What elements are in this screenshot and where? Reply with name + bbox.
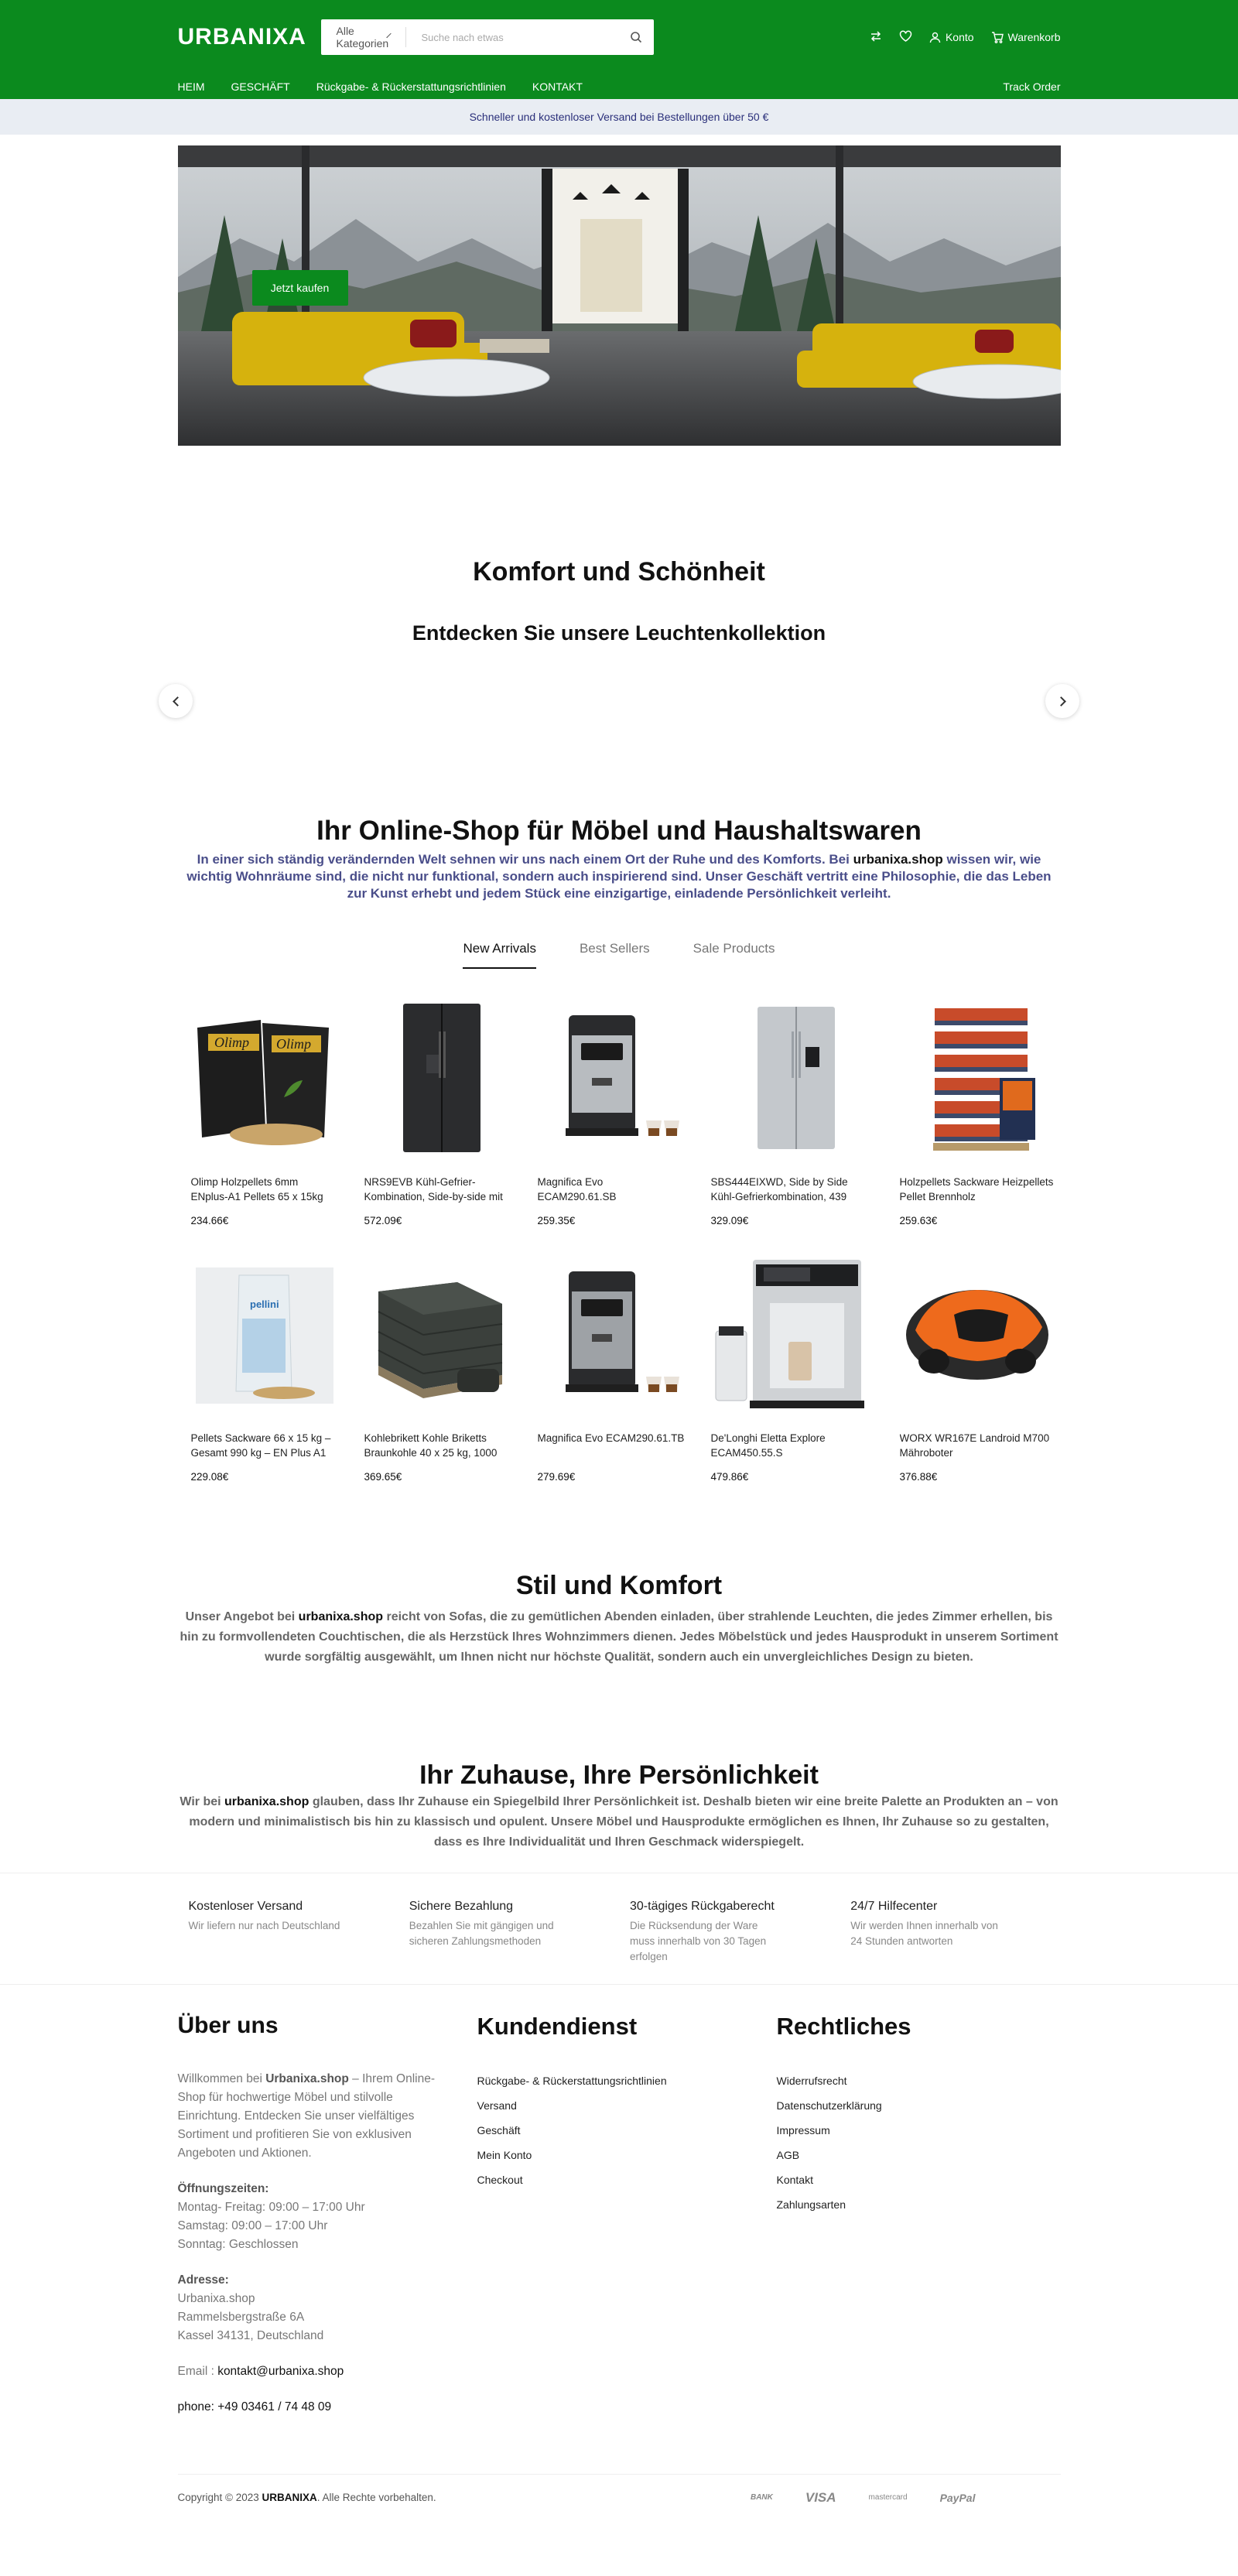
product-card[interactable] bbox=[351, 1253, 525, 1483]
feature-item: Kostenloser Versand Wir liefern nur nach Deutschland bbox=[188, 1900, 340, 1931]
product-card[interactable] bbox=[525, 997, 698, 1226]
product-image[interactable] bbox=[364, 997, 511, 1159]
footer-service-heading: Kundendienst bbox=[477, 2013, 638, 2040]
style-text: Unser Angebot bei urbanixa.shop reicht von Sofas, die zu gemütlichen Abenden einladen, über strahlende Leuchten, die jedes Zimmer erhellen, bis hin zu formvollendeten Couchtischen, die als Herzstück Ihres Wohnzimmers dienen. Jedes Möbelstück und jedes Hausprodukt in unserem Sortiment wurde sorgfältig ausgewählt, um Ihnen nicht nur höchste Qualität, sondern auch ein unvergleichliches Design zu bieten. bbox=[180, 1610, 1058, 1664]
footer-link-shop[interactable]: Geschäft bbox=[477, 2124, 521, 2136]
product-card[interactable] bbox=[178, 1253, 351, 1483]
nav-returns[interactable]: Rückgabe- & Rückerstattungsrichtlinien bbox=[316, 80, 506, 93]
carousel-prev-button[interactable] bbox=[159, 684, 193, 718]
feature-item: Sichere Bezahlung Bezahlen Sie mit gängigen und sicheren Zahlungsmethoden bbox=[409, 1900, 554, 1947]
footer-link-withdrawal[interactable]: Widerrufsrecht bbox=[776, 2075, 847, 2087]
product-card[interactable] bbox=[698, 1253, 887, 1483]
product-name[interactable]: De'Longhi Eletta Explore ECAM450.55.S bbox=[710, 1432, 826, 1459]
footer-link-privacy[interactable]: Datenschutzerklärung bbox=[776, 2099, 882, 2112]
product-tabs bbox=[0, 941, 1238, 969]
product-card[interactable] bbox=[887, 997, 1068, 1226]
product-image[interactable] bbox=[191, 1253, 338, 1415]
track-order-link[interactable]: Track Order bbox=[1003, 80, 1061, 93]
home-text: Wir bei urbanixa.shop glauben, dass Ihr Zuhause ein Spiegelbild Ihrer Persönlichkeit ist. Deshalb bieten wir eine breite Palette an Produkten an – von modern und minimalistisch bis hin zu klassisch und opulent. Unsere Möbel und Hausprodukte ermöglichen es Ihnen, Ihr Zuhause so zu gestalten, dass es Ihre Individualität und Ihren Geschmack widerspiegelt. bbox=[180, 1795, 1058, 1849]
copyright-text: Copyright © 2023 URBANIXA. Alle Rechte vorbehalten. bbox=[177, 2492, 436, 2503]
shop-now-button[interactable]: Jetzt kaufen bbox=[252, 270, 348, 306]
product-image[interactable] bbox=[538, 1253, 685, 1415]
product-grid bbox=[178, 997, 1061, 1483]
carousel-controls bbox=[159, 684, 1079, 723]
product-name[interactable]: Holzpellets Sackware Heizpellets Pellet Brennholz bbox=[899, 1176, 1054, 1202]
cart-label: Warenkorb bbox=[1007, 31, 1061, 43]
wishlist-heart-icon[interactable] bbox=[899, 30, 912, 45]
account-link[interactable] bbox=[929, 31, 974, 43]
opening-hours: Öffnungszeiten: Montag- Freitag: 09:00 – 17:00 Uhr Samstag: 09:00 – 17:00 Uhr Sonntag: Geschlossen bbox=[177, 2182, 365, 2251]
footer-legal-heading: Rechtliches bbox=[776, 2013, 911, 2040]
brand-name: urbanixa.shop bbox=[298, 1610, 384, 1623]
product-image[interactable] bbox=[900, 1253, 1055, 1415]
payment-methods bbox=[751, 2490, 976, 2506]
svg-text:Olimp: Olimp bbox=[275, 1036, 311, 1052]
product-name[interactable]: NRS9EVB Kühl-Gefrier-Kombination, Side-by-side mit bbox=[364, 1176, 503, 1202]
product-price: 234.66€ bbox=[190, 1215, 229, 1226]
nav-contact[interactable]: KONTAKT bbox=[532, 80, 583, 93]
email-link[interactable]: kontakt@urbanixa.shop bbox=[217, 2365, 344, 2378]
footer-link-returns[interactable]: Rückgabe- & Rückerstattungsrichtlinien bbox=[477, 2075, 667, 2087]
nav-home[interactable]: HEIM bbox=[177, 80, 205, 93]
product-price: 369.65€ bbox=[364, 1471, 402, 1483]
product-name[interactable]: SBS444EIXWD, Side by Side Kühl-Gefrierkombination, 439 bbox=[710, 1176, 848, 1202]
product-card[interactable] bbox=[525, 1253, 698, 1483]
chevron-left-icon bbox=[173, 696, 183, 706]
product-name[interactable]: WORX WR167E Landroid M700 Mähroboter bbox=[899, 1432, 1050, 1459]
nav-shop[interactable]: GESCHÄFT bbox=[231, 80, 290, 93]
copyright-bar bbox=[178, 2474, 1061, 2520]
svg-text:pellini: pellini bbox=[249, 1298, 279, 1310]
cart-icon bbox=[991, 32, 1004, 43]
product-price: 479.86€ bbox=[710, 1471, 749, 1483]
footer-link-shipping[interactable]: Versand bbox=[477, 2099, 517, 2112]
product-card[interactable] bbox=[698, 997, 887, 1226]
product-price: 376.88€ bbox=[899, 1471, 938, 1483]
footer-service bbox=[477, 2013, 777, 2434]
product-card[interactable] bbox=[887, 1253, 1068, 1483]
product-image[interactable] bbox=[900, 997, 1055, 1159]
promo-banner: Schneller und kostenloser Versand bei Bestellungen über 50 € bbox=[0, 99, 1238, 135]
product-image[interactable] bbox=[364, 1253, 511, 1415]
product-price: 572.09€ bbox=[364, 1215, 402, 1226]
mastercard-icon: mastercard bbox=[868, 2493, 908, 2502]
tab-sale-products[interactable]: Sale Products bbox=[693, 941, 775, 956]
footer-link-checkout[interactable]: Checkout bbox=[477, 2174, 523, 2186]
contact-phone: phone: +49 03461 / 74 48 09 bbox=[177, 2400, 332, 2414]
product-price: 279.69€ bbox=[537, 1471, 576, 1483]
chevron-right-icon bbox=[1056, 696, 1066, 706]
brand-name: urbanixa.shop bbox=[853, 852, 943, 867]
comfort-heading: Komfort und Schönheit bbox=[473, 557, 765, 587]
shop-heading: Ihr Online-Shop für Möbel und Haushaltswaren bbox=[316, 816, 922, 846]
tab-best-sellers[interactable]: Best Sellers bbox=[579, 941, 650, 956]
site-footer bbox=[178, 2013, 1061, 2434]
product-image[interactable] bbox=[711, 997, 874, 1159]
feature-item: 30-tägiges Rückgaberecht Die Rücksendung der Ware muss innerhalb von 30 Tagen erfolgen bbox=[630, 1900, 775, 1962]
footer-link-contact[interactable]: Kontakt bbox=[776, 2174, 813, 2186]
contact-email: Email : kontakt@urbanixa.shop bbox=[177, 2365, 344, 2378]
category-select-label: Alle Kategorien bbox=[336, 25, 389, 50]
search-input[interactable]: Suche nach etwas bbox=[421, 31, 504, 43]
feature-item: 24/7 Hilfecenter Wir werden Ihnen innerhalb von 24 Stunden antworten bbox=[850, 1900, 998, 1947]
product-name[interactable]: Magnifica Evo ECAM290.61.SB bbox=[537, 1176, 617, 1202]
style-heading: Stil und Komfort bbox=[515, 1571, 723, 1600]
visa-icon: VISA bbox=[805, 2489, 836, 2505]
search-icon[interactable] bbox=[618, 31, 654, 43]
product-name[interactable]: Olimp Holzpellets 6mm ENplus-A1 Pellets 65 x 15kg bbox=[190, 1176, 323, 1202]
shop-intro-text: In einer sich ständig verändernden Welt sehnen wir uns nach einem Ort der Ruhe und des Komforts. Bei urbanixa.shop wissen wir, wie wichtig Wohnräume sind, die nicht nur funktional, sondern auch inspirierend sind. Unser Geschäft vertritt eine Philosophie, die das Leben zur Kunst erhebt und jedem Stück eine einzigartige, einladende Persönlichkeit verleiht. bbox=[186, 852, 1052, 901]
product-image[interactable] bbox=[711, 1253, 874, 1415]
paypal-icon: PayPal bbox=[939, 2491, 976, 2504]
cart-link[interactable] bbox=[991, 31, 1061, 43]
footer-link-imprint[interactable]: Impressum bbox=[776, 2124, 830, 2136]
svg-text:Olimp: Olimp bbox=[214, 1035, 249, 1050]
product-price: 229.08€ bbox=[190, 1471, 229, 1483]
product-card[interactable] bbox=[178, 997, 351, 1226]
main-nav bbox=[178, 74, 1061, 99]
product-image[interactable] bbox=[538, 997, 685, 1159]
footer-link-terms[interactable]: AGB bbox=[776, 2149, 800, 2161]
footer-about-text: Willkommen bei Urbanixa.shop – Ihrem Online-Shop für hochwertige Möbel und stilvolle Einrichtung. Entdecken Sie unser vielfältiges Sortiment und profitieren Sie von exklusiven Angeboten und Aktionen. bbox=[177, 2072, 436, 2160]
product-name[interactable]: Pellets Sackware 66 x 15 kg – Gesamt 990 kg – EN Plus A1 bbox=[190, 1432, 331, 1459]
lights-subheading: Entdecken Sie unsere Leuchtenkollektion bbox=[412, 621, 826, 645]
category-select[interactable] bbox=[321, 25, 406, 50]
product-name[interactable]: Kohlebrikett Kohle Briketts Braunkohle 40 x 25 kg, 1000 bbox=[364, 1432, 498, 1459]
site-logo[interactable]: URBANIXA bbox=[177, 24, 306, 50]
address: Adresse: Urbanixa.shop Rammelsbergstraße 6A Kassel 34131, Deutschland bbox=[177, 2273, 324, 2342]
compare-icon[interactable] bbox=[870, 30, 882, 45]
features-strip bbox=[0, 1873, 1238, 1985]
product-image[interactable] bbox=[191, 997, 338, 1159]
footer-link-account[interactable]: Mein Konto bbox=[477, 2149, 532, 2161]
carousel-next-button[interactable] bbox=[1045, 684, 1079, 718]
search-bar bbox=[321, 19, 654, 55]
hero-banner bbox=[178, 145, 1061, 446]
product-card[interactable] bbox=[351, 997, 525, 1226]
product-name[interactable]: Magnifica Evo ECAM290.61.TB bbox=[537, 1432, 685, 1444]
product-price: 329.09€ bbox=[710, 1215, 749, 1226]
footer-legal bbox=[777, 2013, 1061, 2434]
footer-link-payment[interactable]: Zahlungsarten bbox=[776, 2198, 846, 2211]
bank-transfer-icon: BANK bbox=[750, 2493, 773, 2502]
site-header bbox=[0, 0, 1238, 99]
product-price: 259.35€ bbox=[537, 1215, 576, 1226]
tab-new-arrivals[interactable]: New Arrivals bbox=[463, 941, 535, 969]
product-price: 259.63€ bbox=[899, 1215, 938, 1226]
footer-about-heading: Über uns bbox=[177, 2013, 279, 2038]
account-label: Konto bbox=[945, 31, 974, 43]
user-icon bbox=[929, 32, 941, 43]
footer-about bbox=[178, 2013, 477, 2434]
brand-name: urbanixa.shop bbox=[224, 1795, 310, 1808]
home-heading: Ihr Zuhause, Ihre Persönlichkeit bbox=[419, 1760, 819, 1790]
